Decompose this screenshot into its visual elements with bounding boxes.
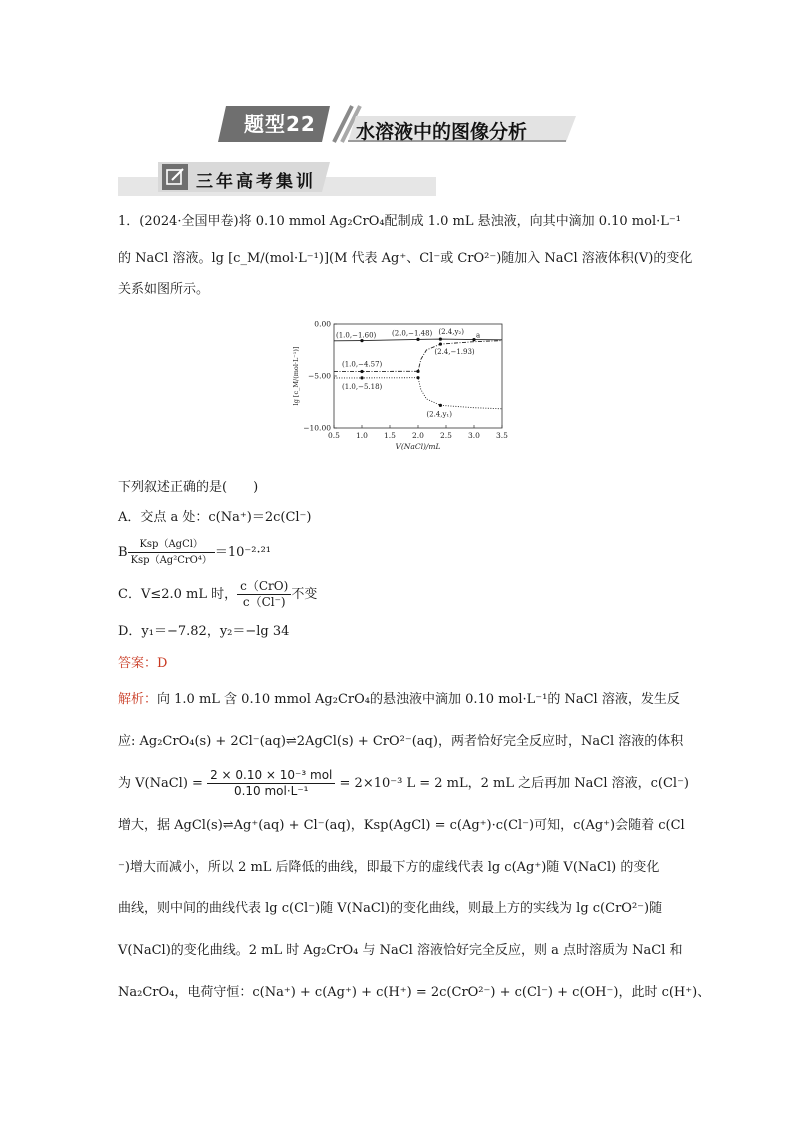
x-tick-label: 2.0 — [412, 431, 424, 440]
question-line-2: 的 NaCl 溶液。lg [c_M/(mol·L⁻¹)](M 代表 Ag⁺、Cl⁻或 CrO²⁻)随加入 NaCl 溶液体积(V)的变化 — [118, 251, 693, 266]
analysis-line-8: Na₂CrO₄，电荷守恒：c(Na⁺) + c(Ag⁺) + c(H⁺) = 2c(CrO²⁻) + c(Cl⁻) + c(OH⁻)，此时 c(H⁺)、 — [118, 985, 711, 1000]
point-label: (1.0,−1.60) — [336, 331, 377, 340]
data-point — [439, 342, 442, 345]
data-point — [360, 376, 363, 379]
data-point — [416, 370, 419, 373]
y-tick-label: 0.00 — [314, 319, 331, 329]
x-tick-label: 0.5 — [328, 431, 340, 440]
analysis-line-5: ⁻)增大而减小，所以 2 mL 后降低的曲线，即最下方的虚线代表 lg c(Ag⁺)随 V(NaCl) 的变化 — [118, 860, 660, 875]
x-tick-label: 1.0 — [356, 431, 368, 440]
data-point — [439, 337, 442, 340]
x-axis-label: V(NaCl)/mL — [395, 442, 441, 451]
question-line-3: 关系如图所示。 — [118, 282, 210, 297]
edit-pencil-icon — [164, 166, 186, 188]
point-label: (2.4,y₂) — [438, 328, 464, 337]
titration-chart — [288, 312, 508, 460]
analysis-line-7: V(NaCl)的变化曲线。2 mL 时 Ag₂CrO₄ 与 NaCl 溶液恰好完全反应，则 a 点时溶质为 NaCl 和 — [118, 943, 683, 958]
question-prompt: 下列叙述正确的是( ) — [118, 480, 259, 495]
option-d: D．y₁＝−7.82，y₂＝−lg 34 — [118, 624, 290, 639]
option-b: B $\frac{\text{Ksp（AgCl）}}{\text{Ksp（Ag²CrO⁴）}}$ ＝10⁻²·²¹ — [118, 539, 272, 566]
data-point — [439, 404, 442, 407]
x-tick-label: 1.5 — [384, 431, 396, 440]
point-label: a — [476, 331, 481, 340]
y-tick-label: −10.00 — [303, 423, 331, 433]
analysis-line-3: 为 V(NaCl) = $\frac{\text{2 × 0.10 × 10⁻³ mol}}{\text{0.10 mol·L⁻¹}}$ = 2×10⁻³ L = 2 mL，2 mL 之后再加 NaCl 溶液，c(Cl⁻) — [118, 768, 690, 798]
question-line-1: 1．(2024·全国甲卷)将 0.10 mmol Ag₂CrO₄配制成 1.0 mL 悬浊液，向其中滴加 0.10 mol·L⁻¹ — [118, 214, 681, 229]
point-label: (2.0,−1.48) — [392, 329, 433, 338]
banner-tag-label: 题型22 — [244, 112, 316, 136]
banner-title: 水溶液中的图像分析 — [356, 121, 528, 143]
data-point — [416, 376, 419, 379]
data-point — [360, 370, 363, 373]
point-label: (1.0,−5.18) — [342, 382, 383, 391]
y-tick-label: −5.00 — [308, 371, 331, 381]
answer: 答案：D — [118, 656, 168, 671]
point-label: (1.0,−4.57) — [342, 360, 383, 369]
x-tick-label: 2.5 — [440, 431, 452, 440]
x-tick-label: 3.0 — [468, 431, 480, 440]
option-a: A．交点 a 处：c(Na⁺)＝2c(Cl⁻) — [118, 510, 312, 525]
option-c: C．V≤2.0 mL 时， $\frac{\text{c（CrO)}}{c(Cl^-)}$ 不变 — [118, 579, 318, 609]
section-title: 三年高考集训 — [196, 172, 316, 192]
analysis-line-4: 增大，据 AgCl(s)⇌Ag⁺(aq) + Cl⁻(aq)，Ksp(AgCl) = c(Ag⁺)·c(Cl⁻)可知，c(Ag⁺)会随着 c(Cl — [118, 818, 685, 833]
point-label: (2.4,−1.93) — [434, 348, 475, 357]
section-header — [118, 160, 436, 196]
analysis-line-2: 应: Ag₂CrO₄(s) + 2Cl⁻(aq)⇌2AgCl(s) + CrO²⁻(aq)，两者恰好完全反应时，NaCl 溶液的体积 — [118, 734, 684, 749]
y-axis-label: lg [c_M/(mol·L⁻¹)] — [292, 346, 300, 406]
topic-banner — [218, 104, 578, 144]
point-label: (2.4,y₁) — [426, 410, 452, 419]
data-point — [416, 338, 419, 341]
analysis-line-6: 曲线，则中间的曲线代表 lg c(Cl⁻)随 V(NaCl)的变化曲线，则最上方的实线为 lg c(CrO²⁻)随 — [118, 901, 663, 916]
x-tick-label: 3.5 — [496, 431, 508, 440]
analysis-line-1: 解析：向 1.0 mL 含 0.10 mmol Ag₂CrO₄的悬浊液中滴加 0.10 mol·L⁻¹的 NaCl 溶液，发生反 — [118, 692, 680, 707]
